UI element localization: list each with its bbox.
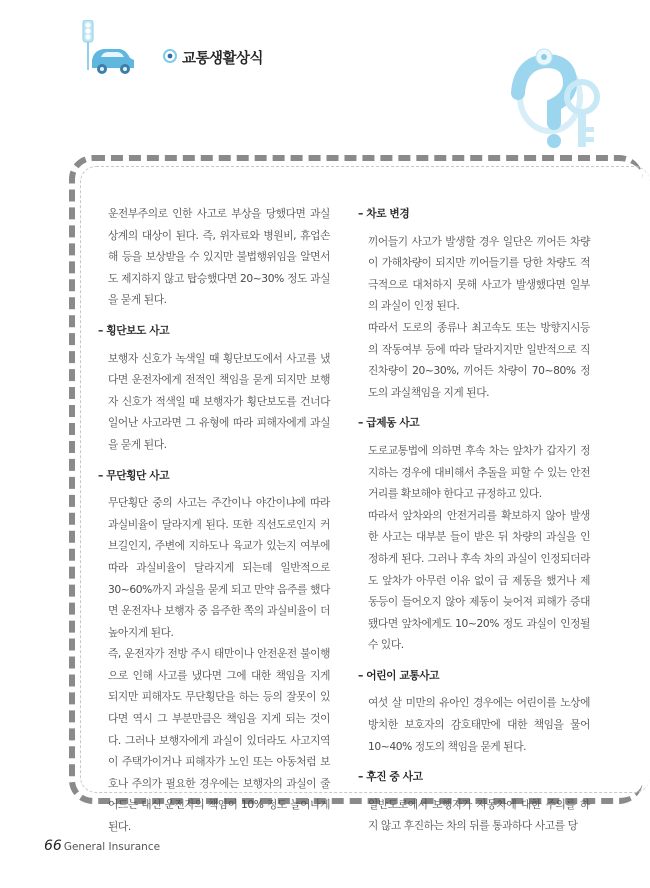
lane-change-paragraph-1: 끼어들기 사고가 발생할 경우 일단은 끼어든 차량이 가해차량이 되지만 끼어들기를 당한 차량도 적극적으로 대처하지 못해 사고가 발생했다면 일부의 과실이 인정 된다.: [368, 234, 590, 313]
section-heading-lane-change: – 차로 변경: [358, 207, 410, 220]
lane-change-paragraph-2: 따라서 도로의 종류나 최고속도 또는 방향지시등의 작동여부 등에 따라 달라지지만 일반적으로 직진차량이 20~30%, 끼어든 차량이 70~80% 정도의 과실책임을 지게 된다.: [368, 320, 590, 399]
left-column: [98, 203, 330, 838]
intro-paragraph: 운전부주의로 인한 사고로 부상을 당했다면 과실상계의 대상이 된다. 즉, 위자료와 병원비, 휴업손해 등을 보상받을 수 있지만 불법행위임을 알면서도 제지하지 않고 탑승했다면 20~30% 정도 과실을 묻게 된다.: [108, 207, 330, 307]
section-heading-jaywalk: – 무단횡단 사고: [98, 468, 170, 482]
car-traffic-light-icon: [70, 20, 140, 76]
question-mark-key-icon: [500, 35, 610, 155]
section-heading-crosswalk: – 횡단보도 사고: [98, 323, 170, 337]
section-heading-sudden-brake: – 급제동 사고: [358, 416, 420, 430]
section-heading-reversing: – 후진 중 사고: [358, 770, 423, 784]
page-number: 66: [44, 838, 62, 854]
page-title: 교통생활상식: [182, 51, 264, 67]
page-footer: [44, 835, 160, 854]
title-circle-icon: [162, 48, 178, 64]
reversing-paragraph: 일반도로에서 보행자가 자동차에 대한 주의를 하지 않고 후진하는 차의 뒤를 통과하다 사고를 당: [368, 797, 590, 833]
sudden-brake-paragraph-2: 따라서 앞차와의 안전거리를 확보하지 않아 발생한 사고는 대부분 들이 받은 뒤 차량의 과실을 인정하게 된다. 그러나 후속 차의 과실이 인정되더라도 앞차가 아무런 이유 없이 급 제동을 했거나 제동등이 들어오지 않아 제동이 늦어져 피해가 증대됐다면 앞차에게도 10~20% 정도 과실이 인정될 수 있다.: [368, 508, 590, 652]
crosswalk-paragraph: 보행자 신호가 녹색일 때 횡단보도에서 사고를 냈다면 운전자에게 전적인 책임을 묻게 되지만 보행자 신호가 적색일 때 보행자가 횡단보도를 건너다 일어난 사고라면 그 유형에 따라 피해자에게 과실을 묻게 된다.: [108, 351, 330, 451]
sudden-brake-paragraph-1: 도로교통법에 의하면 후속 차는 앞차가 갑자기 정지하는 경우에 대비해서 추돌을 피할 수 있는 안전거리를 확보해야 한다고 규정하고 있다.: [368, 443, 590, 501]
footer-label: General Insurance: [63, 841, 161, 853]
child-accident-paragraph: 여섯 살 미만의 유아인 경우에는 어린이를 노상에 방치한 보호자의 감호태만에 대한 책임을 물어 10~40% 정도의 책임을 묻게 된다.: [368, 696, 590, 753]
section-heading-child-accident: – 어린이 교통사고: [358, 668, 440, 682]
jaywalk-paragraph-1: 무단횡단 중의 사고는 주간이나 야간이냐에 따라 과실비율이 달라지게 된다. 또한 직선도로인지 커브길인지, 주변에 지하도나 육교가 있는지 여부에 따라 과실비율이 달라지게 되는데 일반적으로 30~60%까지 과실을 묻게 되고 만약 음주를 했다면 운전자나 보행자 중 음주한 쪽의 과실비율이 더 높아지게 된다.: [108, 496, 330, 639]
right-column: [358, 203, 590, 837]
jaywalk-paragraph-2: 즉, 운전자가 전방 주시 태만이나 안전운전 불이행으로 인해 사고를 냈다면 그에 대한 책임을 지게 되지만 피해자도 무단횡단을 하는 등의 잘못이 있다면 역시 그 부분만큼은 책임을 지게 되는 것이다. 그러나 보행자에게 과실이 있더라도 사고지역이 주택가이거나 피해자가 노인 또는 아동처럼 보호나 주의가 필요한 경우에는 보행자의 과실이 줄어드는 대신 운전자의 책임이 10% 정도 늘어나게 된다.: [108, 647, 330, 834]
